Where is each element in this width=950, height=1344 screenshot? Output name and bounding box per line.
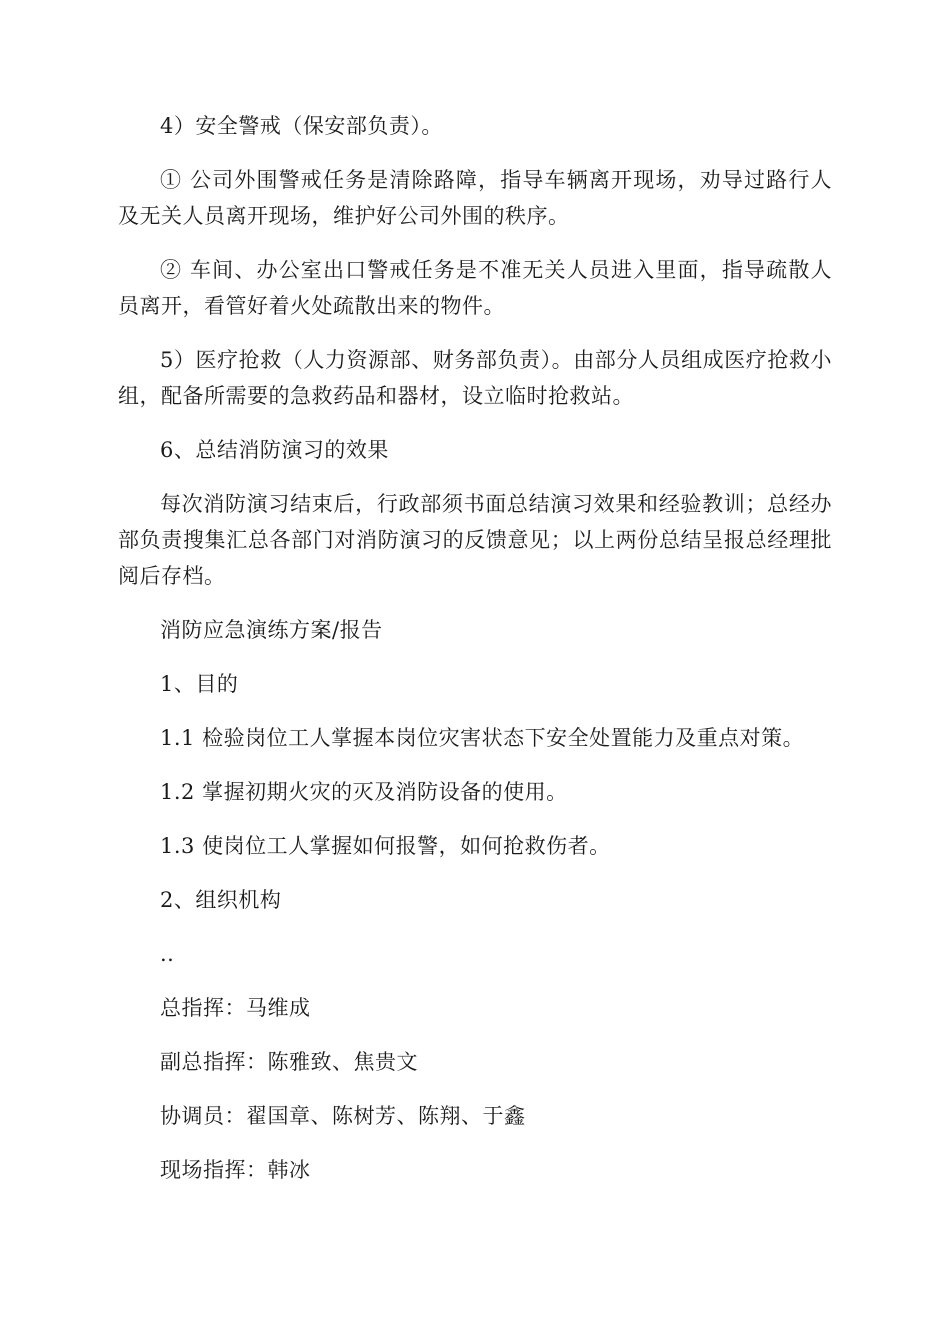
paragraph-summary-body: 每次消防演习结束后，行政部须书面总结演习效果和经验教训；总经办部负责搜集汇总各部门对消防演习的反馈意见；以上两份总结呈报总经理批阅后存档。 bbox=[118, 492, 832, 588]
paragraph-coordinators: 协调员：翟国章、陈树芳、陈翔、于鑫 bbox=[160, 1104, 526, 1128]
paragraph-plan-title: 消防应急演练方案/报告 bbox=[160, 618, 383, 642]
paragraph-site-commander: 现场指挥：韩冰 bbox=[160, 1158, 311, 1182]
paragraph-purpose-1-2: 1.2 掌握初期火灾的灭及消防设备的使用。 bbox=[160, 780, 568, 804]
paragraph-summary-heading: 6、总结消防演习的效果 bbox=[160, 438, 389, 462]
paragraph-commander: 总指挥：马维成 bbox=[160, 996, 311, 1020]
paragraph-security-guard: 4）安全警戒（保安部负责）。 bbox=[160, 114, 443, 138]
paragraph-purpose-heading: 1、目的 bbox=[160, 672, 239, 696]
paragraph-deputy-commander: 副总指挥：陈雅致、焦贵文 bbox=[160, 1050, 418, 1074]
paragraph-organization-heading: 2、组织机构 bbox=[160, 888, 282, 912]
paragraph-purpose-1-3: 1.3 使岗位工人掌握如何报警，如何抢救伤者。 bbox=[160, 834, 611, 858]
paragraph-outer-guard: ① 公司外围警戒任务是清除路障，指导车辆离开现场，劝导过路行人及无关人员离开现场，维护好公司外围的秩序。 bbox=[118, 168, 832, 228]
paragraph-medical-rescue: 5）医疗抢救（人力资源部、财务部负责）。由部分人员组成医疗抢救小组，配备所需要的急救药品和器材，设立临时抢救站。 bbox=[118, 348, 832, 408]
paragraph-ellipsis: .. bbox=[160, 942, 175, 966]
paragraph-exit-guard: ② 车间、办公室出口警戒任务是不准无关人员进入里面，指导疏散人员离开，看管好着火处疏散出来的物件。 bbox=[118, 258, 832, 318]
paragraph-purpose-1-1: 1.1 检验岗位工人掌握本岗位灾害状态下安全处置能力及重点对策。 bbox=[160, 726, 805, 750]
